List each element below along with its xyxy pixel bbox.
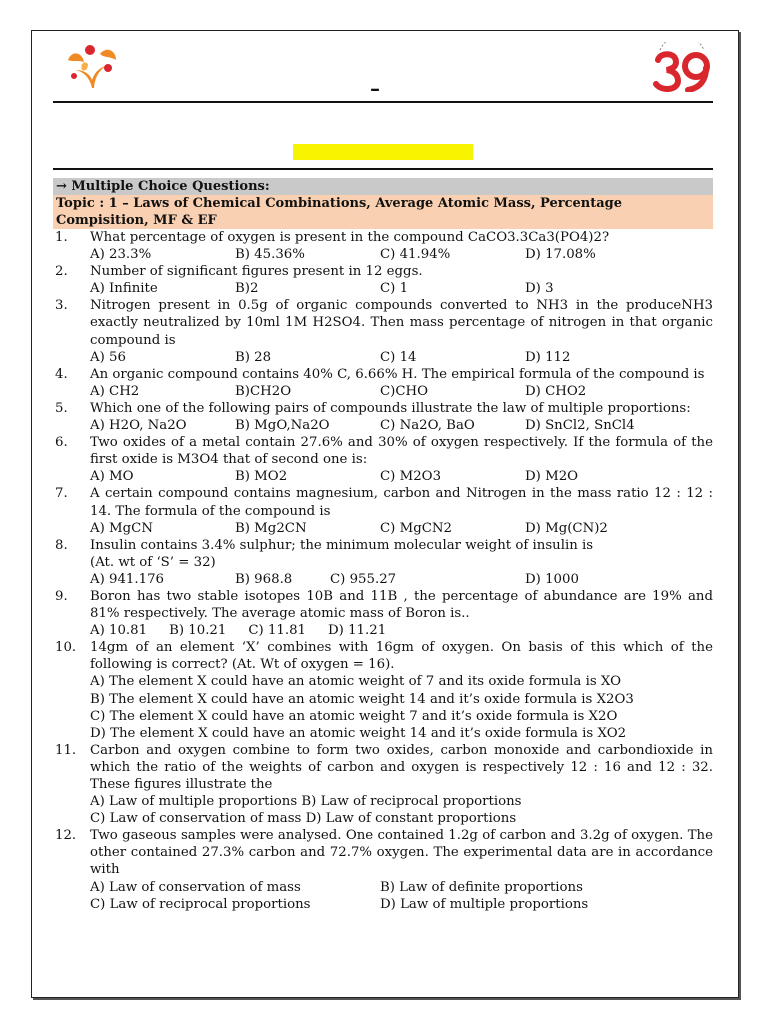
topic-title: Topic : 1 – Laws of Chemical Combinations, Average Atomic Mass, Percentage Compisition, MF & EF bbox=[53, 195, 713, 229]
question-2 bbox=[53, 263, 713, 297]
option-b: B) MgO,Na2O bbox=[235, 418, 330, 434]
option-b: B) 10.21 bbox=[169, 623, 227, 639]
question-number: 5. bbox=[55, 400, 68, 416]
option-b: B) 968.8 bbox=[235, 571, 293, 587]
option-c: C) 11.81 bbox=[248, 623, 307, 639]
option-a: A) 10.81 bbox=[90, 623, 148, 639]
question-text: Two oxides of a metal contain 27.6% and 30% of oxygen respectively. If the formula of the first oxide is M3O4 that of second one is: bbox=[90, 435, 713, 468]
question-text: Carbon and oxygen combine to form two oxides, carbon monoxide and carbondioxide in which the ratio of the weights of carbon and oxygen is respectively 12 : 16 and 12 : 32. These figures illustrate the bbox=[90, 742, 713, 792]
question-list bbox=[53, 229, 713, 913]
option-c: C) 14 bbox=[380, 349, 417, 365]
options bbox=[90, 246, 713, 263]
question-11 bbox=[53, 742, 713, 827]
option-c: C)CHO bbox=[380, 383, 429, 399]
question-text: An organic compound contains 40% C, 6.66% H. The empirical formula of the compound is bbox=[90, 366, 705, 382]
options-row-1 bbox=[90, 793, 713, 810]
option-a: A) 23.3% bbox=[90, 247, 152, 263]
option-c: C) 955.27 bbox=[330, 571, 397, 587]
question-8 bbox=[53, 537, 713, 588]
question-number: 12. bbox=[55, 828, 77, 844]
options-row-2 bbox=[90, 810, 713, 827]
option-a: A) Law of conservation of mass bbox=[90, 879, 301, 895]
question-12 bbox=[53, 827, 713, 912]
option-d: D) CHO2 bbox=[525, 383, 587, 399]
option-b: B)CH2O bbox=[235, 383, 292, 399]
option-d: D) M2O bbox=[525, 469, 579, 485]
option-c: C) M2O3 bbox=[380, 469, 442, 485]
option-d: D) 17.08% bbox=[525, 247, 596, 263]
question-number: 2. bbox=[55, 264, 68, 280]
option-a: A) The element X could have an atomic weight of 7 and its oxide formula is XO bbox=[90, 674, 622, 690]
question-9 bbox=[53, 588, 713, 639]
question-number: 1. bbox=[55, 230, 68, 245]
option-c: C) MgCN2 bbox=[380, 520, 452, 536]
question-text: What percentage of oxygen is present in the compound CaCO3.3Ca3(PO4)2? bbox=[90, 230, 610, 245]
option-b: B) Mg2CN bbox=[235, 520, 307, 536]
question-text: Which one of the following pairs of compounds illustrate the law of multiple proportions: bbox=[90, 400, 691, 416]
option-d: D) SnCl2, SnCl4 bbox=[525, 418, 635, 434]
question-10 bbox=[53, 639, 713, 742]
option-a: A) MgCN bbox=[90, 520, 153, 536]
question-number: 11. bbox=[55, 742, 77, 758]
option-a: A) MO bbox=[90, 469, 134, 485]
header-rule bbox=[53, 101, 713, 103]
options bbox=[90, 383, 713, 400]
option-b: B) The element X could have an atomic weight 14 and it’s oxide formula is X2O3 bbox=[90, 691, 634, 707]
options bbox=[90, 468, 713, 485]
question-number: 8. bbox=[55, 537, 68, 553]
question-6 bbox=[53, 434, 713, 485]
options bbox=[90, 622, 713, 639]
options bbox=[90, 349, 713, 366]
option-b: B) 28 bbox=[235, 349, 272, 365]
39-years-logo-icon bbox=[650, 42, 714, 92]
option-d: D) 1000 bbox=[525, 571, 579, 587]
option-d: D) 112 bbox=[525, 349, 571, 365]
options-row-2 bbox=[90, 896, 713, 913]
options bbox=[90, 417, 713, 434]
option-a: A) Infinite bbox=[90, 281, 158, 297]
option-b: B) Law of definite proportions bbox=[380, 879, 583, 895]
option-c: C) 41.94% bbox=[380, 247, 451, 263]
options bbox=[90, 520, 713, 537]
question-text: Number of significant figures present in 12 eggs. bbox=[90, 264, 423, 280]
option-a: A) Law of multiple proportions bbox=[90, 794, 298, 810]
option-b: B) MO2 bbox=[235, 469, 288, 485]
option-a: A) 941.176 bbox=[90, 571, 165, 587]
question-7 bbox=[53, 485, 713, 536]
question-number: 9. bbox=[55, 588, 68, 604]
question-number: 7. bbox=[55, 486, 68, 502]
option-d: D) Mg(CN)2 bbox=[525, 520, 608, 536]
options bbox=[90, 280, 713, 297]
option-b: B) Law of reciprocal proportions bbox=[301, 794, 522, 810]
question-text: Insulin contains 3.4% sulphur; the minimum molecular weight of insulin is bbox=[90, 537, 594, 553]
option-b: B) 45.36% bbox=[235, 247, 305, 263]
question-text: Boron has two stable isotopes 10B and 11B , the percentage of abundance are 19% and 81% respectively. The average atomic mass of Boron is.. bbox=[90, 588, 713, 622]
section-title: → Multiple Choice Questions: bbox=[53, 178, 713, 195]
question-4 bbox=[53, 366, 713, 400]
option-c: C) Na2O, BaO bbox=[380, 418, 475, 434]
option-c: C) Law of conservation of mass bbox=[90, 811, 302, 827]
question-number: 6. bbox=[55, 435, 68, 451]
option-d: D) 3 bbox=[525, 281, 554, 297]
options-row-1 bbox=[90, 879, 713, 896]
question-number: 4. bbox=[55, 366, 68, 382]
question-number: 10. bbox=[55, 640, 77, 656]
option-c: C) The element X could have an atomic weight 7 and it’s oxide formula is X2O bbox=[90, 708, 618, 724]
question-text: A certain compound contains magnesium, carbon and Nitrogen in the mass ratio 12 : 12 : 14. The formula of the compound is bbox=[90, 486, 713, 519]
highlight-bar bbox=[293, 144, 473, 160]
option-c: C) 1 bbox=[380, 281, 409, 297]
option-a: A) H2O, Na2O bbox=[90, 418, 187, 434]
section-rule bbox=[53, 168, 713, 170]
option-a: A) 56 bbox=[90, 349, 126, 365]
question-text: Nitrogen present in 0.5g of organic compounds converted to NH3 in the produceNH3 exactly neutralized by 10ml 1M H2SO4. Then mass percentage of nitrogen in that organic compound is bbox=[90, 298, 713, 348]
option-d: D) Law of multiple proportions bbox=[380, 896, 589, 912]
option-c: C) Law of reciprocal proportions bbox=[90, 896, 311, 912]
option-d: D) Law of constant proportions bbox=[305, 811, 517, 827]
header-dash: – bbox=[370, 76, 380, 100]
question-3 bbox=[53, 297, 713, 365]
question-1 bbox=[53, 229, 713, 263]
option-a: A) CH2 bbox=[90, 383, 140, 399]
question-5 bbox=[53, 400, 713, 434]
option-b: B)2 bbox=[235, 281, 259, 297]
question-text: Two gaseous samples were analysed. One contained 1.2g of carbon and 3.2g of oxygen. The other contained 27.3% carbon and 72.7% oxygen. The experimental data are in accordance with bbox=[90, 828, 713, 878]
option-d: D) The element X could have an atomic weight 14 and it’s oxide formula is XO2 bbox=[90, 725, 627, 741]
options bbox=[90, 571, 713, 588]
question-text: 14gm of an element ‘X’ combines with 16gm of oxygen. On basis of this which of the following is correct? (At. Wt of oxygen = 16). bbox=[90, 640, 713, 673]
tree-logo-icon bbox=[62, 40, 122, 90]
question-number: 3. bbox=[55, 298, 68, 314]
option-d: D) 11.21 bbox=[328, 623, 387, 639]
question-note: (At. wt of ‘S’ = 32) bbox=[90, 554, 216, 570]
